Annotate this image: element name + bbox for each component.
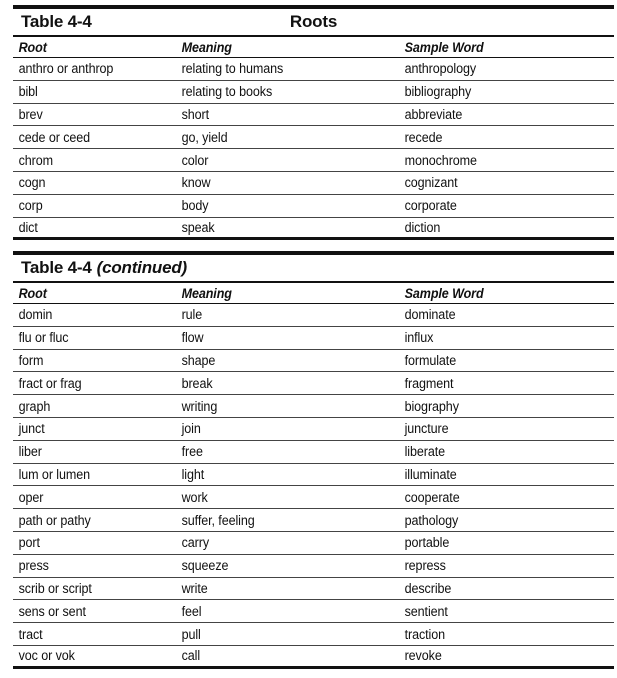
table-row [13,509,614,532]
root-cell: cede or ceed [18,129,91,145]
root-cell: chrom [18,152,54,168]
table-body [13,304,614,669]
meaning-cell: light [181,466,205,482]
root-cell: corp [18,198,43,214]
table-header-row [13,35,614,58]
sample-word-cell: repress [404,558,446,574]
table-row [13,623,614,646]
header-root: Root [18,285,47,301]
meaning-cell: short [181,106,210,122]
table-row [13,126,614,149]
sample-word-cell: fragment [404,375,454,391]
meaning-cell: shape [181,352,216,368]
header-sample-word: Sample Word [404,285,484,301]
sample-word-cell: formulate [404,352,457,368]
table-row [13,195,614,218]
table-label: Table 4-4 [21,258,92,277]
table-caption [13,255,614,281]
table-body [13,58,614,240]
table-row [13,578,614,601]
root-cell: bibl [18,84,38,100]
sample-word-cell: abbreviate [404,106,463,122]
table-row [13,149,614,172]
table-row [13,372,614,395]
meaning-cell: go, yield [181,129,228,145]
table-row [13,395,614,418]
header-sample-word: Sample Word [404,39,484,55]
root-cell: sens or sent [18,603,86,619]
root-cell: voc or vok [18,648,75,664]
sample-word-cell: biography [404,398,459,414]
table-title: Roots [289,12,338,31]
sample-word-cell: illuminate [404,466,457,482]
table-row [13,555,614,578]
roots-table-continued [13,251,614,669]
sample-word-cell: cognizant [404,175,458,191]
root-cell: port [18,535,40,551]
sample-word-cell: diction [404,219,441,235]
header-meaning: Meaning [181,39,232,55]
root-cell: lum or lumen [18,466,91,482]
table-row [13,58,614,81]
root-cell: tract [18,626,43,642]
table-row [13,464,614,487]
sample-word-cell: portable [404,535,450,551]
table-header-row [13,281,614,304]
sample-word-cell: bibliography [404,84,472,100]
table-row [13,81,614,104]
sample-word-cell: juncture [404,421,449,437]
table-row [13,441,614,464]
table-row [13,646,614,669]
sample-word-cell: traction [404,626,446,642]
meaning-cell: break [181,375,213,391]
roots-table [13,5,614,240]
meaning-cell: relating to humans [181,61,284,77]
meaning-cell: free [181,444,203,460]
root-cell: fract or frag [18,375,82,391]
table-row [13,172,614,195]
table-row [13,600,614,623]
table-row [13,418,614,441]
meaning-cell: know [181,175,211,191]
sample-word-cell: recede [404,129,443,145]
sample-word-cell: sentient [404,603,448,619]
header-meaning: Meaning [181,285,232,301]
root-cell: junct [18,421,45,437]
meaning-cell: join [181,421,201,437]
meaning-cell: carry [181,535,210,551]
table-caption [13,9,614,35]
table-row [13,104,614,127]
continued-label: (continued) [96,258,187,277]
root-cell: liber [18,444,42,460]
sample-word-cell: anthropology [404,61,477,77]
root-cell: anthro or anthrop [18,61,114,77]
sample-word-cell: dominate [404,307,456,323]
meaning-cell: body [181,198,209,214]
root-cell: graph [18,398,51,414]
sample-word-cell: pathology [404,512,459,528]
header-root: Root [18,39,47,55]
sample-word-cell: corporate [404,198,457,214]
meaning-cell: work [181,489,208,505]
root-cell: press [18,558,49,574]
table-row [13,486,614,509]
root-cell: scrib or script [18,580,92,596]
meaning-cell: write [181,580,208,596]
table-row [13,327,614,350]
table-row [13,532,614,555]
meaning-cell: squeeze [181,558,229,574]
meaning-cell: feel [181,603,202,619]
meaning-cell: color [181,152,209,168]
meaning-cell: rule [181,307,203,323]
meaning-cell: speak [181,219,215,235]
meaning-cell: flow [181,330,204,346]
table-row [13,304,614,327]
sample-word-cell: cooperate [404,489,460,505]
sample-word-cell: monochrome [404,152,477,168]
meaning-cell: suffer, feeling [181,512,255,528]
sample-word-cell: describe [404,580,452,596]
meaning-cell: relating to books [181,84,273,100]
root-cell: flu or fluc [18,330,69,346]
root-cell: brev [18,106,43,122]
root-cell: dict [18,219,38,235]
root-cell: domin [18,307,53,323]
sample-word-cell: liberate [404,444,446,460]
meaning-cell: pull [181,626,201,642]
root-cell: path or pathy [18,512,91,528]
root-cell: oper [18,489,44,505]
root-cell: form [18,352,44,368]
meaning-cell: writing [181,398,218,414]
table-row [13,350,614,373]
table-row [13,218,614,241]
table-label: Table 4-4 [21,12,92,31]
sample-word-cell: influx [404,330,434,346]
root-cell: cogn [18,175,46,191]
sample-word-cell: revoke [404,648,442,664]
meaning-cell: call [181,648,201,664]
